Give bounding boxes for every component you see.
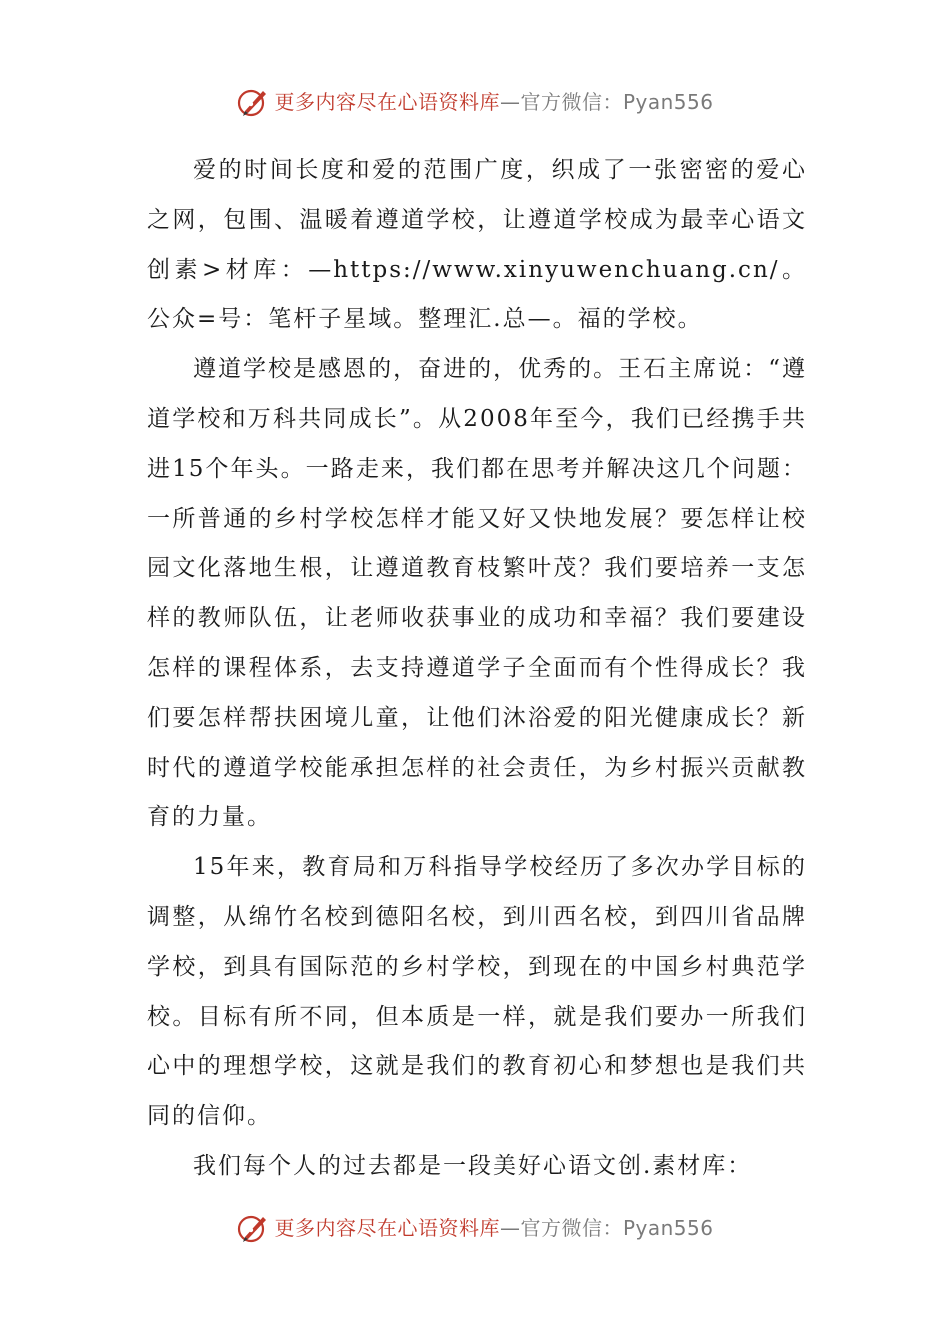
paragraph: 15年来，教育局和万科指导学校经历了多次办学目标的调整，从绵竹名校到德阳名校，到川西名校，到四川省品牌学校，到具有国际范的乡村学校，到现在的中国乡村典范学校。目标有所不同，但本质是一样，就是我们要办一所我们心中的理想学校，这就是我们的教育初心和梦想也是我们共同的信仰。: [147, 854, 807, 1130]
quill-pen-logo-icon: [236, 85, 270, 119]
header-brand-text: 更多内容尽在心语资料库: [274, 90, 500, 114]
footer-banner: [0, 1208, 950, 1248]
footer-banner-text: [274, 1208, 713, 1248]
paragraph: 我们每个人的过去都是一段美好心语文创.素材库：: [193, 1152, 753, 1179]
paragraph: 爱的时间长度和爱的范围广度，织成了一张密密的爱心之网，包围、温暖着遵道学校，让遵道学校成为最幸心语文创素>材库：—https://www.xinyuwenchuang.cn/。公众=号：笔杆子星域。整理汇.总—。福的学校。: [147, 157, 807, 333]
paragraph: 遵道学校是感恩的，奋进的，优秀的。王石主席说：“遵道学校和万科共同成长”。从2008年至今，我们已经携手共进15个年头。一路走来，我们都在思考并解决这几个问题：一所普通的乡村学校怎样才能又好又快地发展？要怎样让校园文化落地生根，让遵道教育枝繁叶茂？我们要培养一支怎样的教师队伍，让老师收获事业的成功和幸福？我们要建设怎样的课程体系，去支持遵道学子全面而有个性得成长？我们要怎样帮扶困境儿童，让他们沐浴爱的阳光健康成长？新时代的遵道学校能承担怎样的社会责任，为乡村振兴贡献教育的力量。: [147, 356, 807, 831]
footer-contact-text: —官方微信：Pyan556: [499, 1216, 714, 1240]
quill-pen-logo-icon: [236, 1211, 270, 1245]
header-banner-text: [274, 82, 713, 122]
footer-brand-text: 更多内容尽在心语资料库: [274, 1216, 500, 1240]
header-contact-text: —官方微信：Pyan556: [499, 90, 714, 114]
document-body: [147, 146, 807, 1192]
header-banner: [0, 82, 950, 122]
